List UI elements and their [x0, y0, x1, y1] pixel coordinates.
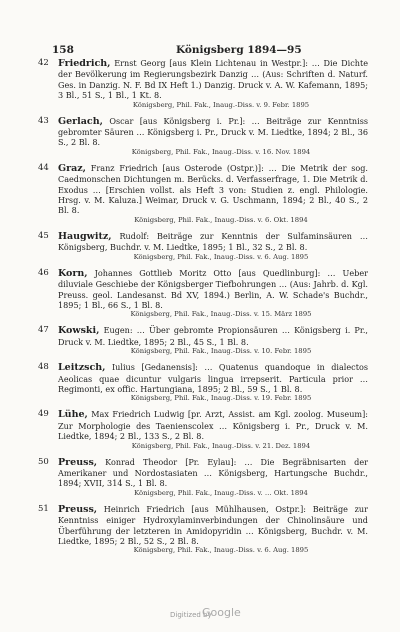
entry-citation — [58, 116, 368, 148]
entry-44 — [38, 163, 368, 225]
citation-text: Ernst Georg [aus Klein Lichtenau in Westpr.]: … Die Dichte der Bevölkerung im Regierungsbezirk Danzig … (Aus: Schriften d. Naturf. Ges. in Danzig. N. F. Bd IX Heft 1.) Danzig. Druck v. A. W. Kafemann, 1895; 3 Bl., 51 S., 1 Bl., 1 Kt. 8. — [58, 58, 368, 101]
dissertation-note: Königsberg, Phil. Fak., Inaug.-Diss. v. 16. Nov. 1894 — [131, 147, 311, 156]
author-surname: Kowski, — [58, 325, 100, 337]
entry-48 — [38, 362, 368, 403]
running-title: Königsberg 1894—95 — [176, 44, 302, 56]
citation-text: Konrad Theodor [Pr. Eylau]: … Die Begräbnisarten der Amerikaner und Nordostasiaten … Königsberg, Hartungsche Buchdr., 1894; XVII, 314 S., 1 Bl. 8. — [58, 456, 368, 489]
entry-number: 48 — [38, 362, 49, 373]
dissertation-note: Königsberg, Phil. Fak., Inaug.-Diss. v. 6. Aug. 1895 — [133, 546, 309, 555]
entry-citation — [58, 457, 368, 489]
citation-text: Max Friedrich Ludwig [pr. Arzt, Assist. am Kgl. zoolog. Museum]: Zur Morphologie des Taenienscolex … Königsberg i. Pr., Druck v. M. Liedtke, 1894; 2 Bl., 133 S., 2 Bl. 8. — [58, 409, 368, 442]
author-surname: Lühe, — [58, 409, 88, 421]
entry-citation — [58, 268, 368, 311]
entry-42 — [38, 58, 368, 110]
dissertation-note: Königsberg, Phil. Fak., Inaug.-Diss. v. 9. Febr. 1895 — [132, 100, 310, 109]
citation-text: Eugen: … Über gebromte Propionsäuren … Königsberg i. Pr., Druck v. M. Liedtke, 1895; 2 Bl., 45 S., 1 Bl. 8. — [58, 325, 368, 347]
entry-citation — [58, 58, 368, 101]
citation-text: Iulius [Gedanensis]: … Quatenus quandoque in dialectos Aeolicas quae dicuntur vulgaris lingua irrepserit. Particula prior … Regimonti, ex offic. Hartungiana, 1895; 2 Bl., 59 S., 1 Bl. 8. — [58, 362, 368, 394]
entry-43 — [38, 116, 368, 157]
entry-citation — [58, 325, 368, 347]
author-surname: Graz, — [58, 162, 86, 174]
dissertation-note: Königsberg, Phil. Fak., Inaug.-Diss. v. 10. Febr. 1895 — [130, 347, 312, 356]
dissertation-note: Königsberg, Phil. Fak., Inaug.-Diss. v. 21. Dez. 1894 — [131, 441, 311, 450]
digitized-watermark — [170, 606, 260, 622]
entry-46 — [38, 268, 368, 320]
citation-text: Heinrich Friedrich [aus Mühlhausen, Ostpr.]: Beiträge zur Kenntniss einiger Hydroxylaminverbindungen der Chinolinsäure und Überführung der letzteren in Amidopyridin … Königsberg, Buchdr. v. M. Liedtke, 1895; 2 Bl., 52 S., 2 Bl. 8. — [58, 503, 368, 546]
digitized-label: Digitized by — [170, 611, 212, 619]
author-surname: Preuss, — [58, 503, 98, 515]
entry-47 — [38, 325, 368, 356]
dissertation-note: Königsberg, Phil. Fak., Inaug.-Diss. v. … Okt. 1894 — [134, 488, 308, 497]
entry-citation — [58, 231, 368, 253]
author-surname: Leitzsch, — [58, 362, 106, 374]
entry-number: 46 — [38, 267, 49, 278]
entry-citation — [58, 163, 368, 216]
entry-51 — [38, 504, 368, 556]
entry-citation — [58, 504, 368, 547]
dissertation-note: Königsberg, Phil. Fak., Inaug.-Diss. v. 6. Okt. 1894 — [134, 215, 308, 224]
entry-list — [38, 58, 368, 561]
citation-text: Franz Friedrich [aus Osterode (Ostpr.)]: … Die Metrik der sog. Caedmonschen Dichtungen m. Berücks. d. Verfasserfrage, 1. Die Metrik d. Exodus … [Erschien vollst. als Heft 3 von: Studien z. engl. Philologie. Hrsg. v. M. Kaluza.] Weimar, Druck v. G. Uschmann, 1894; 2 Bl., 40 S., 2 Bl. 8. — [58, 162, 368, 216]
entry-49 — [38, 409, 368, 450]
dissertation-note: Königsberg, Phil. Fak., Inaug.-Diss. v. 6. Aug. 1895 — [133, 252, 309, 261]
entry-number: 50 — [38, 456, 49, 467]
page-number: 158 — [52, 44, 74, 56]
entry-number: 45 — [38, 230, 49, 241]
author-surname: Friedrich, — [58, 58, 111, 69]
citation-text: Rudolf: Beiträge zur Kenntnis der Sulfaminsäuren … Königsberg, Buchdr. v. M. Liedtke, 1895; 1 Bl., 32 S., 2 Bl. 8. — [58, 230, 368, 253]
entry-citation — [58, 409, 368, 441]
entry-number: 42 — [38, 58, 49, 68]
citation-text: Johannes Gottlieb Moritz Otto [aus Quedlinburg]: … Ueber diluviale Geschiebe der Königsberger Tiefbohrungen … (Aus: Jahrb. d. Kgl. Preuss. geol. Landesanst. Bd XV, 1894.) Berlin, A. W. Schade's Buchdr., 1895; 1 Bl., 66 S., 1 Bl. 8. — [58, 267, 368, 310]
author-surname: Preuss, — [58, 456, 98, 468]
author-surname: Korn, — [58, 267, 88, 279]
entry-number: 49 — [38, 409, 49, 420]
entry-number: 51 — [38, 503, 49, 514]
citation-text: Oscar [aus Königsberg i. Pr.]: … Beiträge zur Kenntniss gebromter Säuren … Königsberg i. Pr., Druck v. M. Liedtke, 1894; 2 Bl., 36 S., 2 Bl. 8. — [58, 115, 368, 148]
dissertation-note: Königsberg, Phil. Fak., Inaug.-Diss. v. 15. März 1895 — [130, 310, 312, 319]
entry-number: 47 — [38, 325, 49, 336]
entry-45 — [38, 231, 368, 262]
entry-number: 43 — [38, 115, 49, 126]
dissertation-note: Königsberg, Phil. Fak., Inaug.-Diss. v. 19. Febr. 1895 — [130, 394, 312, 403]
entry-50 — [38, 457, 368, 498]
author-surname: Gerlach, — [58, 115, 103, 127]
author-surname: Haugwitz, — [58, 230, 112, 242]
entry-number: 44 — [38, 162, 49, 173]
page-header — [52, 44, 356, 58]
entry-citation — [58, 362, 368, 394]
google-logo: Google — [202, 606, 241, 619]
